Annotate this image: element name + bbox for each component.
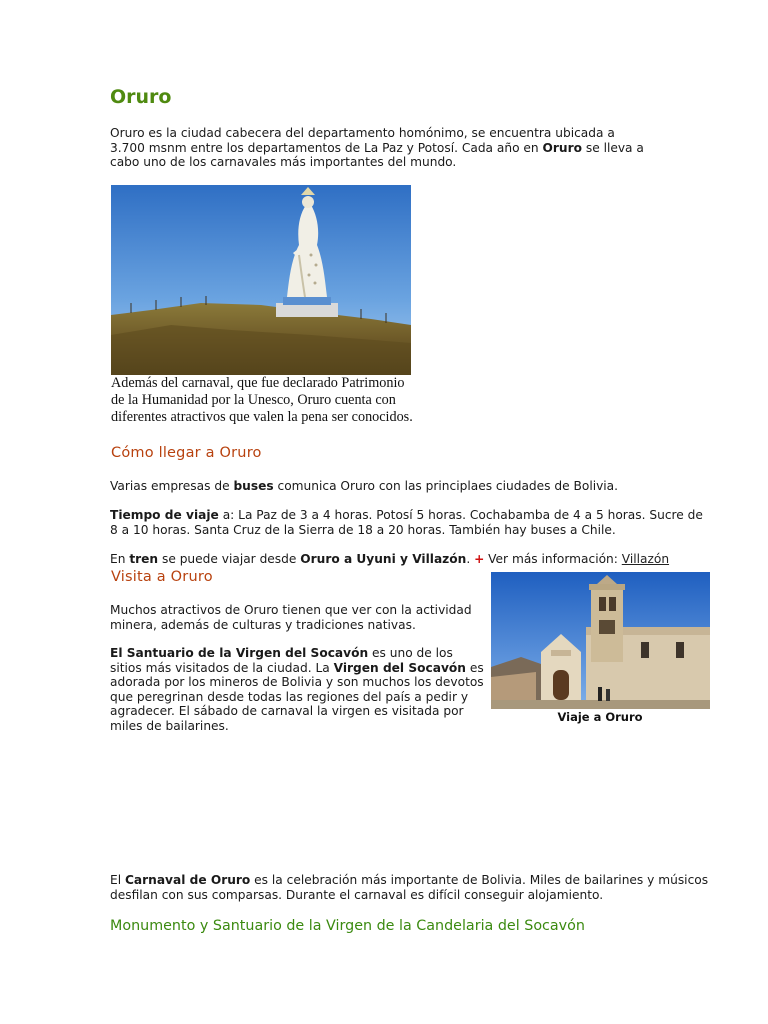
heading-monumento: Monumento y Santuario de la Virgen de la Candelaria del Socavón [110, 918, 585, 934]
virgin-statue-illustration [111, 185, 411, 375]
visita-p1: Muchos atractivos de Oruro tienen que ver con la actividad minera, además de culturas y tradiciones nativas. [110, 603, 472, 632]
p2-bold-santuario: El Santuario de la Virgen del Socavón [110, 646, 369, 660]
intro-bold-oruro: Oruro [542, 140, 582, 155]
church-image-caption: Viaje a Oruro [557, 710, 643, 724]
page-title: Oruro [110, 86, 172, 108]
church-image [491, 572, 710, 709]
p3-bold-route: Oruro a Uyuni y Villazón [300, 552, 467, 566]
virgin-statue-image [111, 185, 411, 375]
intro-text-end: se lleva a cabo uno de los carnavales más importantes del mundo. [110, 140, 644, 170]
carnaval-text: El [110, 873, 125, 887]
socavon-church-illustration [491, 572, 710, 709]
visita-p2-end: es adorada por los mineros de Bolivia y son muchos los devotos que peregrinan desde todas las regiones del país a pedir y agradecer. El sábado de carnaval la virgen es visitada por miles de bailarines. [110, 660, 484, 733]
heading-visita: Visita a Oruro [111, 569, 213, 585]
p3-bold-tren: tren [129, 552, 159, 566]
p1-text: Varias empresas de [110, 479, 234, 493]
p2-bold-tiempo: Tiempo de viaje [110, 508, 219, 522]
p3-text-mid: se puede viajar desde [158, 552, 301, 566]
p2-text: a: La Paz de 3 a 4 horas. Potosí 5 horas. Cochabamba de 4 a 5 horas. Sucre de 8 a 10 horas. Santa Cruz de la Sierra de 18 a 20 horas. También hay buses a Chile. [110, 508, 703, 537]
intro-paragraph [110, 126, 650, 170]
p3-dot: . [466, 552, 471, 566]
intro-text: Oruro es la ciudad cabecera del departamento homónimo, se encuentra ubicada a 3.700 msnm entre los departamentos de La Paz y Potosí. Cada año en [110, 126, 615, 155]
carnaval-paragraph [110, 873, 710, 902]
villazon-link[interactable]: Villazón [621, 552, 670, 566]
statue-caption: Además del carnaval, que fue declarado Patrimonio de la Humanidad por la Unesco, Oruro cuenta con diferentes atractivos que valen la pena ser conocidos. [111, 375, 413, 425]
p3-text: En [110, 552, 130, 566]
heading-como-llegar: Cómo llegar a Oruro [111, 445, 262, 461]
p1-bold-buses: buses [233, 479, 274, 493]
p2-bold-virgen: Virgen del Socavón [333, 660, 466, 675]
como-llegar-p1 [110, 479, 710, 494]
carnaval-text-end: es la celebración más importante de Bolivia. Miles de bailarines y músicos desfilan con sus comparsas. Durante el carnaval es difícil conseguir alojamiento. [110, 873, 709, 902]
como-llegar-p3 [110, 552, 710, 567]
plus-icon: + [474, 552, 485, 566]
visita-p2-mid: es uno de los sitios más visitados de la ciudad. La [110, 646, 453, 675]
p3-more-text: Ver más información: [484, 552, 622, 566]
como-llegar-p2 [110, 508, 710, 537]
visita-p2 [110, 646, 486, 734]
carnaval-bold: Carnaval de Oruro [124, 873, 251, 887]
p1-text-end: comunica Oruro con las principlaes ciudades de Bolivia. [273, 479, 619, 493]
